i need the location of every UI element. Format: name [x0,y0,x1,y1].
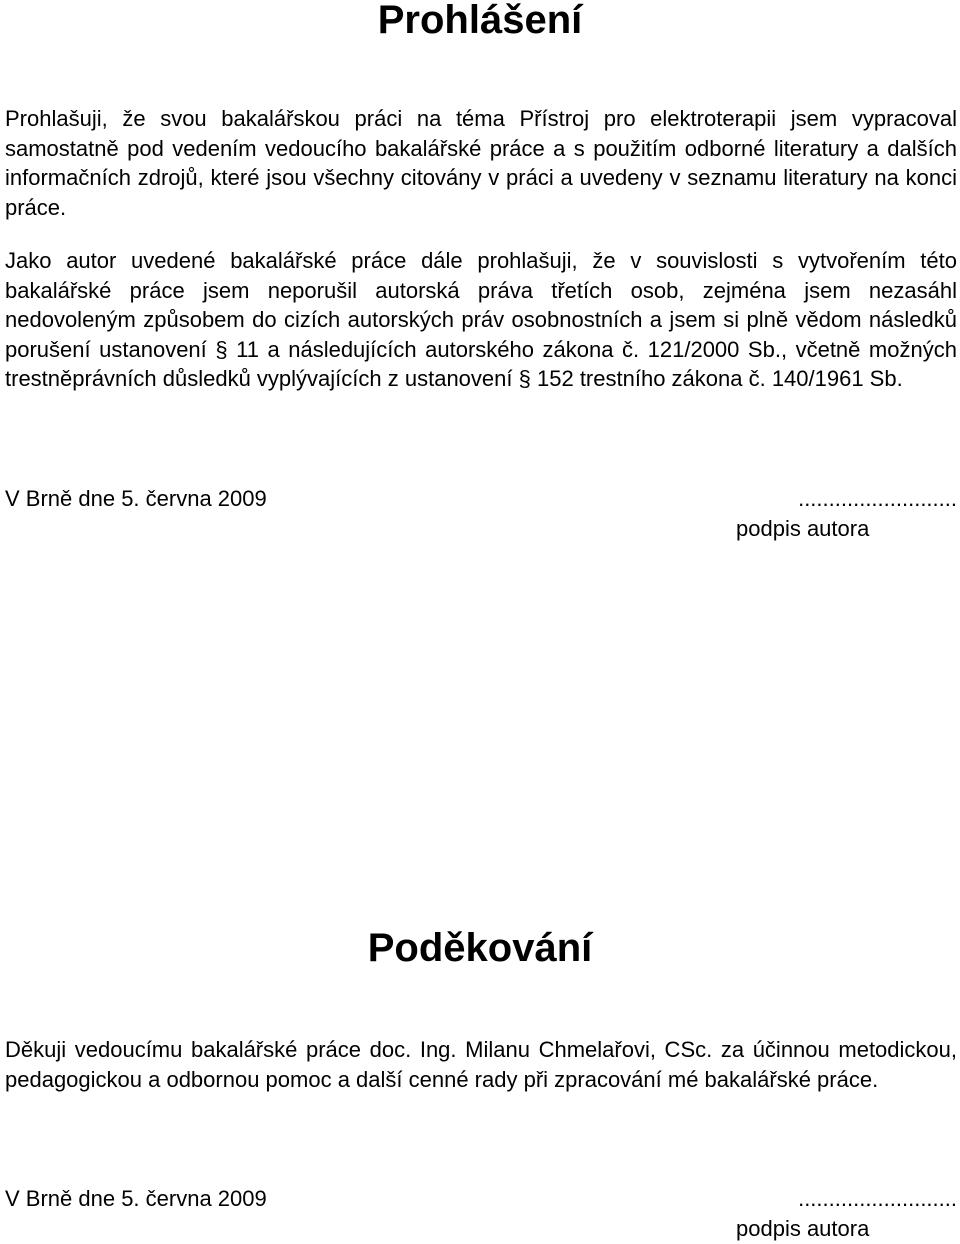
acknowledgement-paragraph: Děkuji vedoucímu bakalářské práce doc. Ing. Milanu Chmelařovi, CSc. za účinnou metodickou, pedagogickou a odbornou pomoc a další cenné rady při zpracování mé bakalářské práce. [5,1037,957,1092]
declaration-paragraph-2 [5,246,957,394]
declaration-title: Prohlášení [377,0,583,42]
declaration-date: V Brně dne 5. června 2009 [5,486,267,511]
acknowledgement-signature-line: .......................... [798,1186,957,1211]
section-sign-1: § [215,336,228,362]
declaration-signature-line: .......................... [798,486,957,511]
acknowledgement-signature-label: podpis autora [736,1216,870,1241]
declaration-paragraph-1: Prohlašuji, že svou bakalářskou práci na téma Přístroj pro elektroterapii jsem vypracoval samostatně pod vedením vedoucího bakalářské práce a s použitím odborné literatury a dalších informačních zdrojů, které jsou všechny citovány v práci a uvedeny v seznamu literatury na konci práce. [5,106,957,220]
declaration-paragraph-2-text-b: 11 a následujících autorského zákona č. 121/2000 Sb., včetně možných trestněprávních důsledků vyplývajících z ustanovení [5,336,957,391]
acknowledgement-date: V Brně dne 5. června 2009 [5,1186,267,1211]
section-sign-2: § [518,366,531,391]
declaration-paragraph-2-text-c: 152 trestního zákona č. 140/1961 Sb. [537,366,903,391]
acknowledgement-title: Poděkování [367,926,593,970]
declaration-paragraph-2-text-a: Jako autor uvedené bakalářské práce dále prohlašuji, že v souvislosti s vytvořením této bakalářské práce jsem neporušil autorská práva třetích osob, zejména jsem nezasáhl nedovoleným způsobem do cizích autorských práv osobnostních a jsem si plně vědom následků porušení ustanovení [5,248,957,362]
declaration-signature-label: podpis autora [736,516,870,541]
